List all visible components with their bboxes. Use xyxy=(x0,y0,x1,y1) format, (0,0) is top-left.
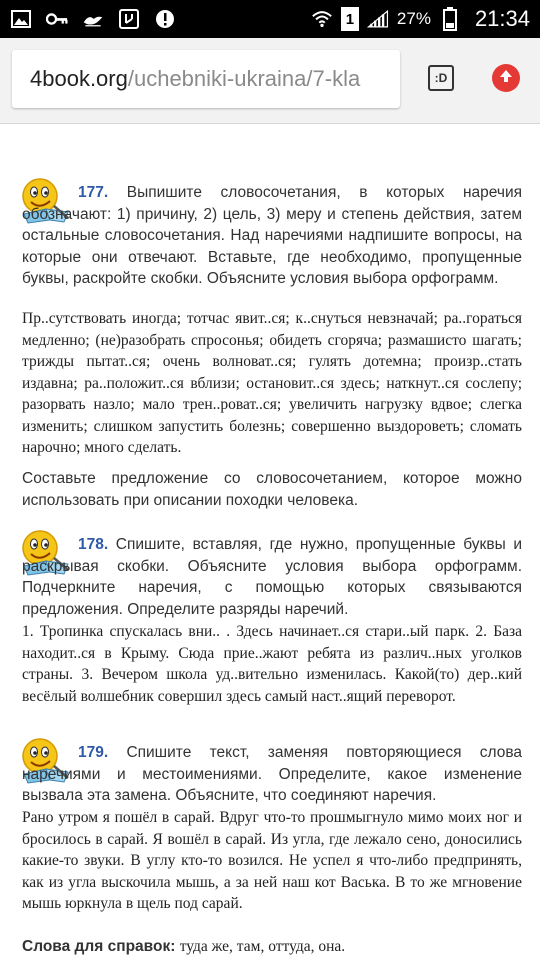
key-icon xyxy=(46,8,68,30)
page-content xyxy=(0,124,540,960)
battery-percent: 27% xyxy=(396,9,431,28)
blocked-icon xyxy=(154,8,176,30)
tabs-button[interactable]: :D xyxy=(428,65,454,91)
exercise-body: Пр..сутствовать иногда; тотчас явит..ся; к..снуться невзначай; ра..гораться медленно; (не)разобрать спросонья; обидеть сгоряча; размашисто шагать; трижды пытат..ся; очень волноват..ся; гулять дотемна; произр..стать издавна; ра..положит..ся вблизи; остановит..ся здесь; наткнут..ся сослепу; разорвать назло; мало трен..роват..ся; увеличить нагрузку вдвое; слегка изменить; слишком запустить болезнь; совершенно выздороветь; сломать нарочно; много сделать. xyxy=(22,310,522,456)
update-button[interactable] xyxy=(492,64,520,92)
gallery-icon xyxy=(10,8,32,30)
exercise-task xyxy=(22,182,522,290)
exercise-task xyxy=(22,742,522,807)
url-host: 4book.org xyxy=(30,66,128,91)
browser-toolbar xyxy=(0,38,540,124)
status-bar-notifications xyxy=(10,8,176,30)
sim-icon: 1 xyxy=(341,7,359,31)
status-bar-system xyxy=(311,6,530,32)
reference-words xyxy=(22,936,522,958)
exercise-number: 179. xyxy=(78,744,109,761)
exercise-task-text: Спишите текст, заменяя повторяющиеся слова наречиями и местоимениями. Определите, какое изменение вызвала эта замена. Объясните, что соединяют наречия. xyxy=(22,744,522,804)
url-path: /uchebniki-ukraina/7-kla xyxy=(127,66,361,91)
status-bar xyxy=(0,0,540,38)
arrow-up-icon xyxy=(498,68,514,89)
clock-time: 21:34 xyxy=(474,6,530,31)
exercise-number: 177. xyxy=(78,184,109,201)
signal-icon xyxy=(367,8,389,30)
bird-icon xyxy=(82,8,104,30)
reference-label: Слова для справок: xyxy=(22,938,176,955)
reference-list: туда же, там, оттуда, она. xyxy=(179,938,346,955)
exercise-note: Составьте предложение со словосочетанием, которое можно использовать при описании походки человека. xyxy=(22,470,522,509)
battery-icon xyxy=(439,8,461,30)
wifi-icon xyxy=(311,8,333,30)
exercise-task-text: Выпишите словосочетания, в которых наречия обозначают: 1) причину, 2) цель, 3) меру и степень действия, затем остальные словосочетания. Над наречиями надпишите вопросы, на которые они отвечают. Вставьте, где необходимо, пропущенные буквы, раскройте скобки. Объясните условия выбора орфограмм. xyxy=(22,184,523,287)
exercise-task-text: Спишите, вставляя, где нужно, пропущенные буквы и раскрывая скобки. Объясните условия выбора орфограмм. Подчеркните наречия, с помощью которых связываются предложения. Определите разряды наречий. xyxy=(22,536,522,618)
accessibility-icon xyxy=(118,8,140,30)
exercise-number: 178. xyxy=(78,536,109,553)
url-bar[interactable] xyxy=(12,50,400,108)
exercise-body: 1. Тропинка спускалась вни.. . Здесь начинает..ся стари..ый парк. 2. База находит..ся в Крыму. Сюда прие..жают ребята из различ..ных уголков страны. 3. Вечером школа уд..вительно изменилась. Какой(то) дер..кий весёлый волшебник совершил здесь самый наст..ящий переворот. xyxy=(22,623,522,705)
exercise-body: Рано утром я пошёл в сарай. Вдруг что-то прошмыгнуло мимо моих ног и бросилось в сарай. Я вошёл в сарай. Из угла, где лежало сено, доносились какие-то звуки. В углу кто-то возился. Не успел я что-либо предпринять, как из угла выскочила мышь, а за ней наш кот Васька. В то же мгновение мышь юркнула в щель под сарай. xyxy=(22,809,522,912)
exercise-task xyxy=(22,534,522,620)
